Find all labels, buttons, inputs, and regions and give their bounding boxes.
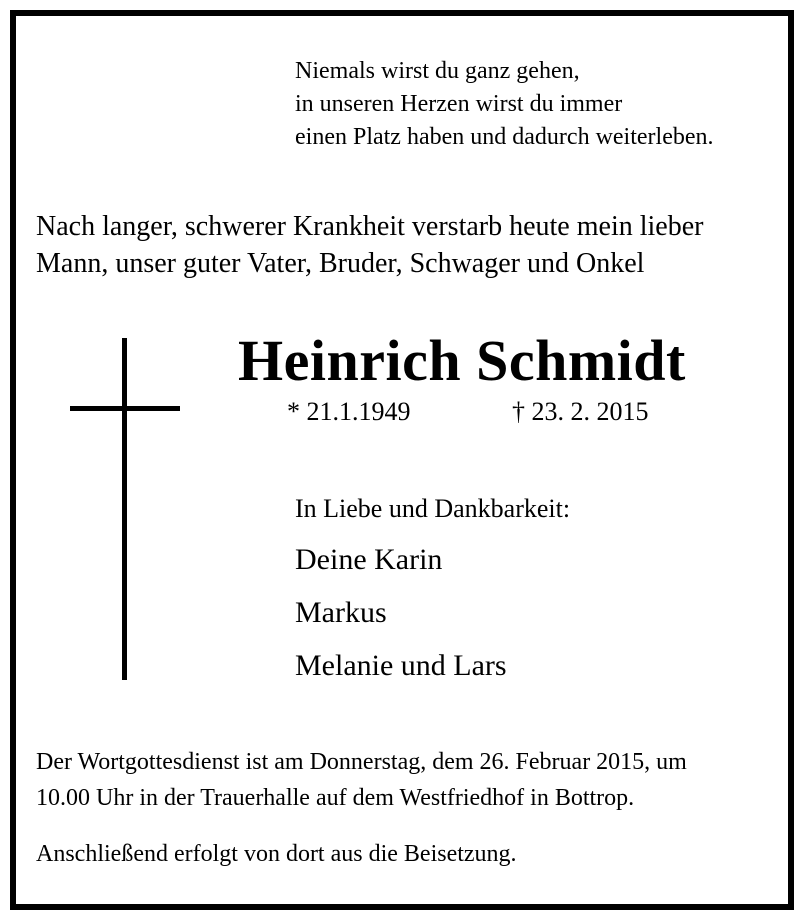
mourner-name: Melanie und Lars [295,649,507,682]
deceased-name: Heinrich Schmidt [238,328,686,393]
verse-line: in unseren Herzen wirst du immer [295,91,623,117]
cross-icon [122,338,127,680]
memorial-verse [295,55,714,154]
announcement-line: Mann, unser guter Vater, Bruder, Schwager und Onkel [36,248,645,279]
mourners-list [295,540,507,699]
death-date: † 23. 2. 2015 [512,397,649,426]
service-info [36,744,687,816]
death-announcement [36,208,703,282]
mourner-name: Markus [295,596,387,629]
service-line: 10.00 Uhr in der Trauerhalle auf dem Westfriedhof in Bottrop. [36,785,635,811]
service-line: Der Wortgottesdienst ist am Donnerstag, dem 26. Februar 2015, um [36,749,687,775]
burial-info: Anschließend erfolgt von dort aus die Beisetzung. [36,841,517,867]
announcement-line: Nach langer, schwerer Krankheit verstarb heute mein lieber [36,211,704,242]
verse-line: Niemals wirst du ganz gehen, [295,58,580,84]
verse-line: einen Platz haben und dadurch weiterleben. [295,124,714,150]
mourners-heading: In Liebe und Dankbarkeit: [295,494,571,523]
cross-icon-bar [70,406,180,411]
mourner-name: Deine Karin [295,543,443,576]
birth-date: * 21.1.1949 [287,397,411,426]
